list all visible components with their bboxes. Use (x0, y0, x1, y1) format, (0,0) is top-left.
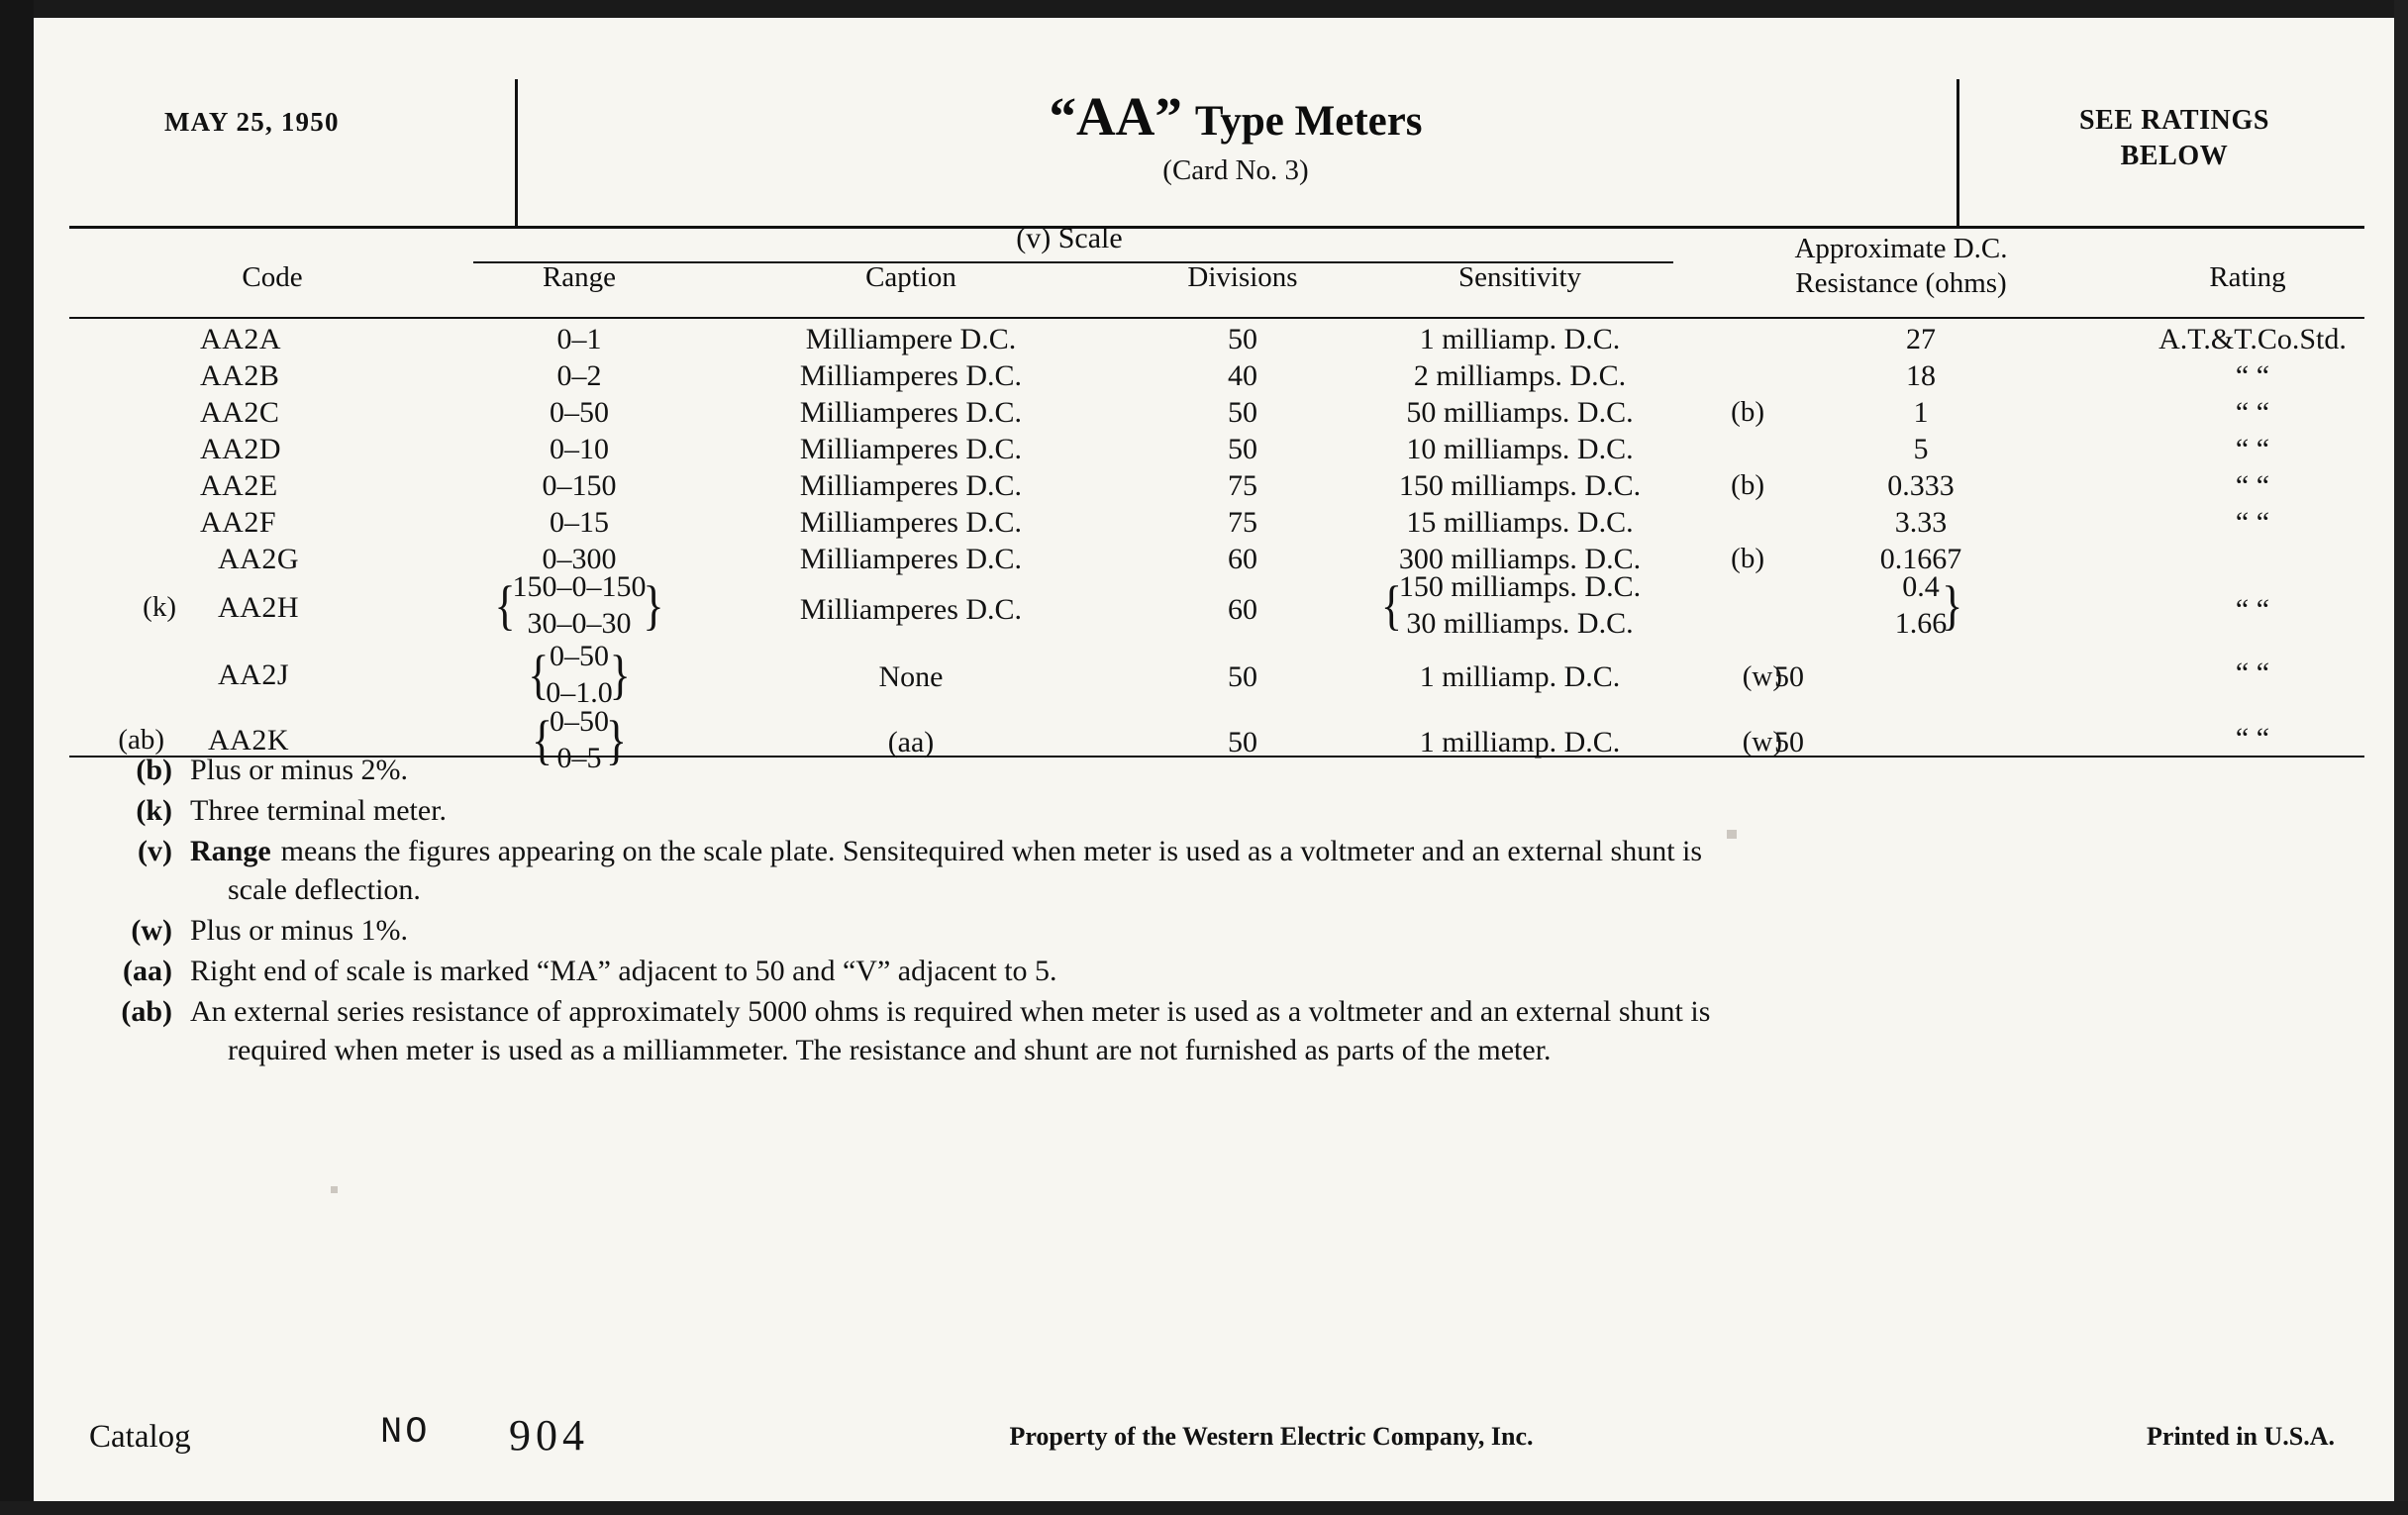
range-brace (497, 569, 662, 642)
table-header-rule (69, 317, 2364, 319)
cell-caption: Milliamperes D.C. (799, 469, 1023, 502)
table-row (69, 433, 2364, 469)
range-brace (530, 639, 629, 711)
footnotes (69, 751, 2376, 1071)
column-header-caption: Caption (865, 261, 956, 293)
table-row (69, 570, 2364, 643)
sensitivity-brace (1383, 569, 1656, 642)
table-row (69, 359, 2364, 396)
ratings-note-line1: SEE RATINGS (2078, 105, 2270, 136)
cell-resistance: 50 (1774, 726, 1804, 758)
scan-edge-top (0, 0, 2408, 18)
footnote (69, 992, 2376, 1069)
footnote-tag: (k) (136, 794, 172, 827)
cell-resistance: 0.333 (1887, 469, 1955, 502)
footnote-tag: (b) (136, 754, 172, 786)
ratings-note (1956, 103, 2392, 174)
footnote-tag: (w) (131, 914, 172, 947)
cell-code: AA2H (218, 591, 299, 624)
footnote-text: Plus or minus 1%. (190, 914, 409, 947)
cell-resistance: 5 (1913, 433, 1929, 465)
cell-code: AA2D (200, 433, 281, 465)
property-notice: Property of the Western Electric Company, Inc. (1009, 1422, 1534, 1451)
table-row (69, 640, 2364, 709)
table-row (69, 506, 2364, 543)
cell-rating: “ “ (2235, 722, 2270, 755)
cell-range (465, 639, 693, 711)
cell-resistance: 0.1667 (1879, 543, 1962, 575)
cell-divisions: 50 (1228, 660, 1257, 693)
cell-sensitivity-line2: 30 milliamps. D.C. (1406, 606, 1634, 640)
catalog-no-label: NO (380, 1412, 431, 1454)
scan-speck (1727, 830, 1737, 839)
cell-range-line2: 0–1.0 (546, 675, 613, 709)
cell-sensitivity: 10 milliamps. D.C. (1406, 433, 1634, 465)
cell-resistance-note: (b) (1731, 543, 1764, 574)
cell-caption: Milliamperes D.C. (799, 543, 1023, 575)
cell-code: AA2C (200, 396, 280, 429)
footnote-continuation: required when meter is used as a milliammeter. The resistance and shunt are not furnished as parts of the meter. (228, 1034, 1552, 1066)
cell-resistance-note: (b) (1731, 469, 1764, 501)
cell-divisions: 60 (1228, 593, 1257, 626)
cell-code: AA2F (200, 506, 277, 539)
resistance-brace (1879, 569, 1963, 642)
cell-rating: A.T.&T.Co.Std. (2158, 323, 2347, 355)
cell-rating: “ “ (2235, 593, 2270, 626)
footnote-tag: (v) (138, 835, 172, 867)
page-subtitle: (Card No. 3) (1162, 154, 1309, 186)
cell-resistance-note: (b) (1731, 396, 1764, 428)
cell-range-line2: 0–5 (556, 741, 602, 774)
cell-caption: Milliamperes D.C. (799, 506, 1023, 539)
cell-divisions: 50 (1228, 433, 1257, 465)
cell-caption: Milliamperes D.C. (799, 433, 1023, 465)
cell-sensitivity (1347, 569, 1693, 642)
column-header-resistance-line2: Resistance (ohms) (1795, 267, 2007, 300)
column-header-divisions: Divisions (1187, 261, 1298, 293)
footnote-text: Three terminal meter. (190, 794, 448, 827)
cell-resistance: 3.33 (1894, 506, 1948, 539)
catalog-number: 904 (509, 1411, 589, 1460)
cell-divisions: 50 (1228, 323, 1257, 355)
cell-rating: “ “ (2235, 506, 2270, 539)
footnote (69, 751, 2376, 789)
cell-divisions: 50 (1228, 396, 1257, 429)
cell-divisions: 50 (1228, 726, 1257, 758)
cell-sensitivity: 1 milliamp. D.C. (1419, 323, 1621, 355)
scan-edge-right (2394, 0, 2408, 1515)
cell-divisions: 40 (1228, 359, 1257, 392)
cell-range-line1: { 0–50 (550, 640, 609, 672)
cell-resistance-line1: 0.4 (1902, 570, 1940, 603)
table-rows (69, 323, 2364, 773)
page-title (515, 85, 1956, 148)
footnote (69, 952, 2376, 990)
cell-code: AA2G (218, 543, 299, 575)
cell-caption: None (878, 660, 944, 693)
footnote-text: Plus or minus 2%. (190, 754, 409, 786)
column-header-resistance-line1: Approximate D.C. (1794, 233, 2008, 264)
footnote (69, 832, 2376, 909)
cell-sensitivity: 50 milliamps. D.C. (1406, 396, 1634, 429)
cell-code: AA2B (200, 359, 280, 392)
cell-range-line1: { 0–50 (550, 705, 609, 738)
cell-divisions: 75 (1228, 469, 1257, 502)
cell-caption: (aa) (887, 726, 935, 758)
cell-sensitivity: 1 milliamp. D.C. (1419, 726, 1621, 758)
cell-resistance: 27 (1906, 323, 1936, 355)
cell-range (446, 569, 713, 642)
footnote-bold-lead: Range (190, 835, 271, 867)
cell-sensitivity: 15 milliamps. D.C. (1406, 506, 1634, 539)
page-title-lead: “AA” (1049, 86, 1182, 147)
cell-resistance: 50 (1774, 660, 1804, 693)
cell-resistance (1782, 569, 2059, 642)
cell-range: 0–1 (556, 323, 602, 355)
cell-range: 0–10 (550, 433, 609, 465)
cell-caption: Milliamperes D.C. (799, 593, 1023, 626)
cell-resistance: 1 (1913, 396, 1929, 429)
cell-range: 0–300 (542, 543, 617, 575)
cell-code-note: (ab) (118, 724, 164, 756)
page-title-rest: Type Meters (1194, 98, 1423, 145)
catalog-label-text: Catalog (89, 1419, 191, 1455)
cell-sensitivity: 300 milliamps. D.C. (1398, 543, 1642, 575)
table-row (69, 396, 2364, 433)
cell-rating: “ “ (2235, 469, 2270, 502)
cell-sensitivity: 2 milliamps. D.C. (1413, 359, 1627, 392)
scan-edge-left (0, 0, 34, 1515)
ratings-note-line2: BELOW (2120, 140, 2229, 171)
header-date: MAY 25, 1950 (164, 107, 340, 137)
cell-code: AA2E (200, 469, 278, 502)
footnote-text: means the figures appearing on the scale plate. Sensitequired when meter is used as a voltmeter and an external shunt is (280, 835, 1703, 867)
cell-resistance-note: (w) (1742, 726, 1782, 758)
cell-rating: “ “ (2235, 656, 2270, 689)
cell-caption: Milliamperes D.C. (799, 396, 1023, 429)
footnote (69, 911, 2376, 950)
footnote (69, 791, 2376, 830)
footnote-tag: (aa) (123, 955, 172, 987)
cell-range: 0–150 (542, 469, 617, 502)
cell-caption: Milliampere D.C. (805, 323, 1017, 355)
cell-code: AA2A (200, 323, 281, 355)
cell-range: 0–2 (556, 359, 602, 392)
scan-edge-bottom (0, 1501, 2408, 1515)
column-header-range: Range (542, 261, 617, 293)
cell-sensitivity-line1: { 150 milliamps. D.C. (1398, 570, 1642, 603)
column-header-rating: Rating (2209, 261, 2286, 293)
footnote-text: An external series resistance of approximately 5000 ohms is required when meter is used as a voltmeter and an external shunt is (190, 995, 1711, 1028)
scan-speck (331, 1186, 338, 1193)
cell-rating: “ “ (2235, 359, 2270, 392)
catalog-label (89, 1410, 191, 1457)
cell-caption: Milliamperes D.C. (799, 359, 1023, 392)
cell-code: AA2K (208, 724, 289, 757)
card-body (34, 18, 2394, 1501)
card-footer (34, 1410, 2394, 1469)
cell-range: 0–50 (550, 396, 609, 429)
cell-resistance-note: (w) (1742, 660, 1782, 692)
printed-notice: Printed in U.S.A. (2147, 1422, 2335, 1451)
column-header-resistance (1693, 232, 2109, 302)
table-row (69, 469, 2364, 506)
scale-group-header: (v) Scale (1016, 222, 1123, 254)
cell-range-line2: 30–0–30 (527, 606, 632, 640)
cell-code-note: (k) (143, 591, 176, 623)
cell-range-line1: { 150–0–150 (512, 570, 647, 603)
cell-resistance: 18 (1906, 359, 1936, 392)
cell-divisions: 75 (1228, 506, 1257, 539)
footnote-tag: (ab) (121, 995, 172, 1028)
cell-resistance-line2: 1.66 (1894, 606, 1948, 640)
cell-sensitivity: 1 milliamp. D.C. (1419, 660, 1621, 693)
card-header (69, 46, 2357, 194)
cell-code: AA2J (218, 658, 290, 691)
cell-divisions: 60 (1228, 543, 1257, 575)
footnote-continuation: scale deflection. (228, 873, 421, 906)
table-row (69, 323, 2364, 359)
cell-rating: “ “ (2235, 396, 2270, 429)
cell-sensitivity: 150 milliamps. D.C. (1398, 469, 1642, 502)
column-header-code: Code (242, 261, 303, 293)
cell-rating: “ “ (2235, 433, 2270, 465)
footnote-text: Right end of scale is marked “MA” adjacent to 50 and “V” adjacent to 5. (190, 955, 1057, 987)
cell-range: 0–15 (550, 506, 609, 539)
column-header-sensitivity: Sensitivity (1457, 261, 1582, 293)
